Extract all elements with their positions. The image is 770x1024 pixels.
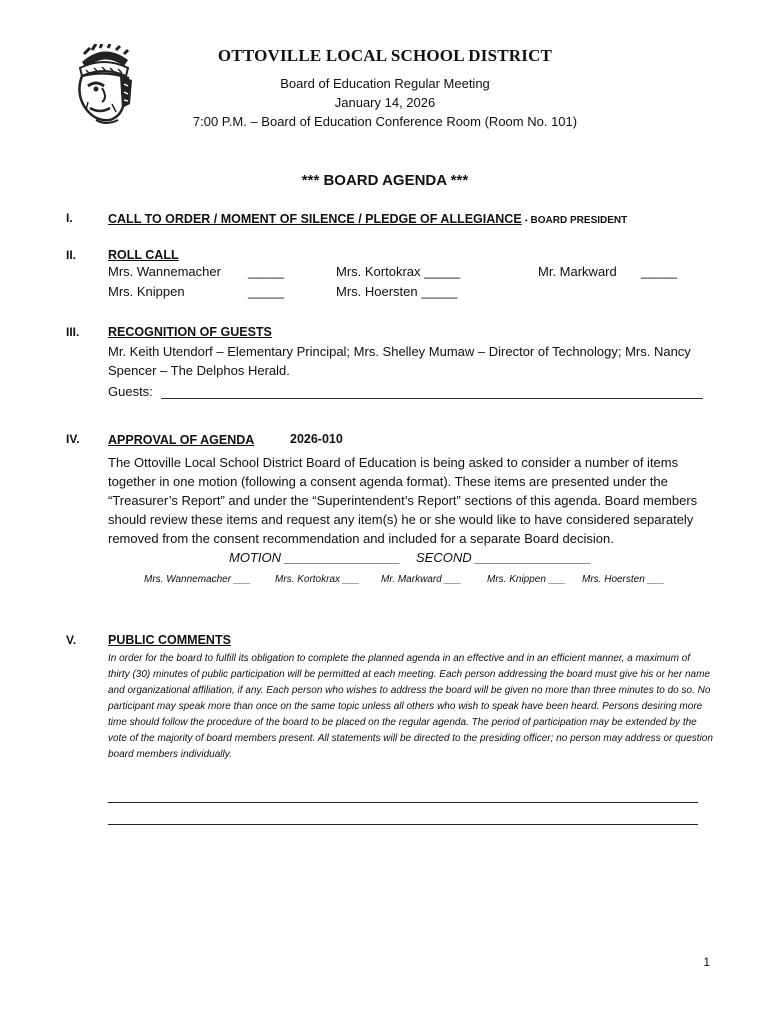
section-number: I. [66, 211, 73, 225]
guests-label: Guests: [108, 384, 153, 399]
vote-member: Mrs. Knippen ___ [487, 574, 566, 585]
section-heading: ROLL CALL [108, 248, 179, 262]
section-number: IV. [66, 432, 80, 446]
roll-member: Mrs. Hoersten _____ [336, 284, 458, 299]
vote-row [108, 574, 713, 594]
comment-fill-line [108, 824, 698, 825]
vote-member: Mrs. Wannemacher ___ [144, 574, 251, 585]
titan-mascot-logo-icon [66, 44, 142, 126]
section-heading: RECOGNITION OF GUESTS [108, 325, 272, 339]
agenda-text: The Ottoville Local School District Board of Education is being asked to consider a number of items together in one motion (following a consent agenda format). These items are presented under the “Treasurer’s Report” and under the “Superintendent’s Report” sections of this agenda. Board members should review these items and request any item(s) he or she would like to have considered separately removed from the consent recommendation and included for a separate Board decision. [108, 455, 698, 546]
vote-member: Mrs. Hoersten ___ [582, 574, 665, 585]
motion-field: MOTION ________________ [229, 550, 401, 565]
roll-blank: _____ [248, 284, 285, 299]
guests-text: Mr. Keith Utendorf – Elementary Principal; Mrs. Shelley Mumaw – Director of Technology; Mrs. Nancy Spencer – The Delphos Herald. [108, 344, 691, 378]
public-comments-policy: In order for the board to fulfill its obligation to complete the planned agenda in an effective and in an efficient manner, a maximum of thirty (30) minutes of public participation will be permitted at each meeting. Each person addressing the board must give his or her name and organizational affiliation, if any. Each person who wishes to address the board will be given no more than three minutes to do so. No participant may speak more than once on the same topic unless all others who wish to speak have been heard. Persons desiring more time should follow the procedure of the board to be placed on the regular agenda. The period of participation may be extended by the vote of the majority of board members present. All statements will be directed to the presiding officer; no person may address or question board members individually. [108, 653, 713, 760]
vote-member: Mrs. Kortokrax ___ [275, 574, 360, 585]
roll-member: Mr. Markward [538, 264, 617, 279]
document-header [150, 46, 620, 131]
section-number: III. [66, 325, 80, 339]
resolution-code: 2026-010 [290, 432, 343, 446]
page-number: 1 [703, 955, 710, 969]
roll-call-grid [108, 264, 713, 304]
agenda-title: *** BOARD AGENDA *** [301, 172, 469, 189]
meeting-location: 7:00 P.M. – Board of Education Conference Room (Room No. 101) [192, 114, 578, 129]
motion-row [108, 550, 713, 570]
section-heading: APPROVAL OF AGENDA [108, 433, 255, 447]
guests-row [108, 384, 713, 403]
section-heading: PUBLIC COMMENTS [108, 633, 231, 647]
section-heading: CALL TO ORDER / MOMENT OF SILENCE / PLEDGE OF ALLEGIANCE [108, 212, 522, 226]
district-name: OTTOVILLE LOCAL SCHOOL DISTRICT [217, 46, 553, 65]
section-number: V. [66, 633, 77, 647]
roll-blank: _____ [248, 264, 285, 279]
roll-member: Mrs. Kortokrax _____ [336, 264, 461, 279]
meeting-type: Board of Education Regular Meeting [280, 76, 490, 91]
comment-fill-line [108, 802, 698, 803]
roll-blank: _____ [641, 264, 678, 279]
section-number: II. [66, 248, 77, 262]
meeting-date: January 14, 2026 [334, 95, 436, 110]
roll-member: Mrs. Knippen [108, 284, 185, 299]
roll-member: Mrs. Wannemacher [108, 264, 221, 279]
section-note: - BOARD PRESIDENT [521, 215, 628, 226]
second-field: SECOND ________________ [416, 550, 591, 565]
vote-member: Mr. Markward ___ [381, 574, 462, 585]
guests-fill-line [161, 398, 703, 399]
